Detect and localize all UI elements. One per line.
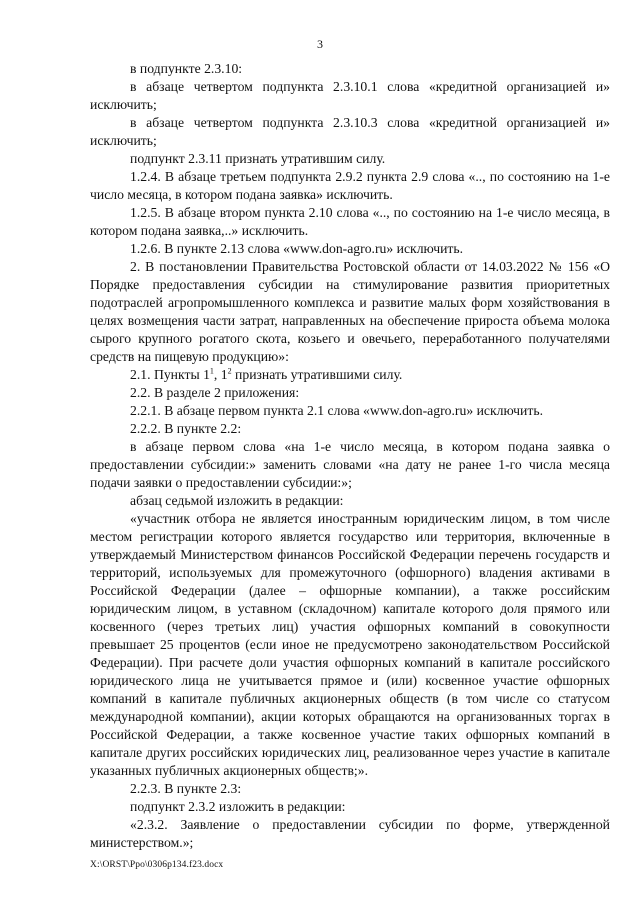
units-mid: , 1 xyxy=(213,367,228,382)
units-prefix: 2.1. Пункты 1 xyxy=(130,367,210,382)
units-suffix: признать утратившими силу. xyxy=(231,367,403,382)
units-sup-1: 1 xyxy=(209,366,214,376)
paragraph: в абзаце первом слова «на 1-е число месяца, в котором подана заявка о предоставлении субсидии:» заменить словами «на дату не ранее 1-го числа месяца подачи заявки о предоставлении субсидии:»; xyxy=(90,439,610,490)
paragraph: 1.2.6. В пункте 2.13 слова «www.don-agro.ru» исключить. xyxy=(130,241,464,256)
paragraph: в абзаце четвертом подпункта 2.3.10.1 слова «кредитной организацией и» исключить; xyxy=(90,79,610,112)
units-sup-2: 2 xyxy=(227,366,232,376)
paragraph: в подпункте 2.3.10: xyxy=(130,61,243,76)
paragraph: абзац седьмой изложить в редакции: xyxy=(130,493,344,508)
paragraph: подпункт 2.3.2 изложить в редакции: xyxy=(130,799,346,814)
paragraph: 1.2.4. В абзаце третьем подпункта 2.9.2 пункта 2.9 слова «.., по состоянию на 1-е число месяца, в котором подана заявка» исключить. xyxy=(90,169,610,202)
paragraph: «2.3.2. Заявление о предоставлении субсидии по форме, утвержденной министерством.»; xyxy=(90,817,610,850)
paragraph: 2.2. В разделе 2 приложения: xyxy=(130,385,300,400)
paragraph: 2.2.1. В абзаце первом пункта 2.1 слова «www.don-agro.ru» исключить. xyxy=(130,403,544,418)
paragraph: в абзаце четвертом подпункта 2.3.10.3 слова «кредитной организацией и» исключить; xyxy=(90,115,610,148)
document-body xyxy=(90,60,610,852)
paragraph: «участник отбора не является иностранным юридическим лицом, в том числе местом регистрации которого является государство или территория, включенные в утверждаемый Министерством финансов Российской Федерации перечень государств и территорий, используемых для промежуточного (офшорного) владения активами в Российской Федерации (далее – офшорные компании), а также российским юридическим лицом, в уставном (складочном) капитале которого доля прямого или косвенного (через третьих лиц) участия офшорных компаний в совокупности превышает 25 процентов (если иное не предусмотрено законодательством Российской Федерации). При расчете доли участия офшорных компаний в капитале российского юридического лица не учитывается прямое и (или) косвенное участие офшорных компаний в капитале публичных акционерных обществ (в том числе со статусом международной компании), акции которых обращаются на организованных торгах в Российской Федерации, а также косвенное участие таких офшорных компаний в капитале других российских юридических лиц, реализованное через участие в капитале указанных публичных акционерных обществ;». xyxy=(90,511,610,778)
page-number: 3 xyxy=(317,37,323,51)
paragraph: 2.2.2. В пункте 2.2: xyxy=(130,421,242,436)
paragraph: 2. В постановлении Правительства Ростовской области от 14.03.2022 № 156 «О Порядке предоставления субсидии на стимулирование развития приоритетных подотраслей агропромышленного комплекса и развитие малых форм хозяйствования в целях возмещения части затрат, направленных на обеспечение прироста объема молока сырого крупного рогатого скота, козьего и овечьего, переработанного получателями средств на пищевую продукцию»: xyxy=(90,259,610,364)
paragraph: подпункт 2.3.11 признать утратившим силу. xyxy=(130,151,386,166)
paragraph: 1.2.5. В абзаце втором пункта 2.10 слова «.., по состоянию на 1-е число месяца, в котором подана заявка,..» исключить. xyxy=(90,205,610,238)
file-path-footer: X:\ORST\Ppo\0306p134.f23.docx xyxy=(90,860,224,870)
paragraph-units xyxy=(90,366,610,384)
paragraph: 2.2.3. В пункте 2.3: xyxy=(130,781,242,796)
